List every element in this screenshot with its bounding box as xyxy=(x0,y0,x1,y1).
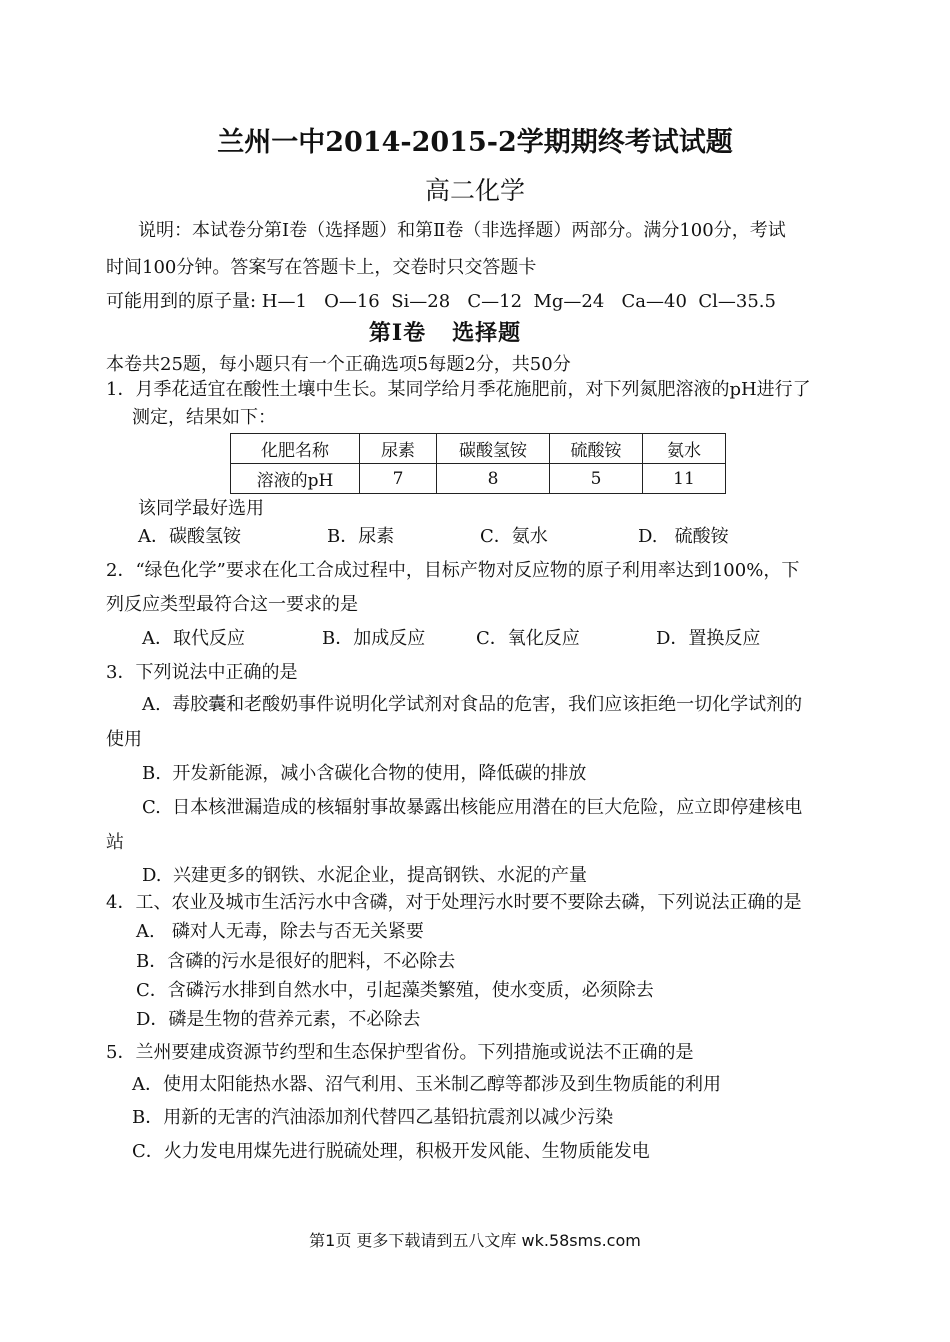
q1-option-a: A．碳酸氢铵 xyxy=(138,526,241,547)
q3-stem: 3．下列说法中正确的是 xyxy=(106,662,298,683)
section-instructions: 本卷共25题，每小题只有一个正确选项5每题2分，共50分 xyxy=(106,354,571,375)
q3-option-c-line-2: 站 xyxy=(106,832,124,853)
q4-option-d: D．磷是生物的营养元素，不必除去 xyxy=(136,1009,421,1030)
q3-option-d: D. 兴建更多的钢铁、水泥企业，提高钢铁、水泥的产量 xyxy=(142,865,587,886)
q2-stem-line-1: 2．“绿色化学”要求在化工合成过程中，目标产物对反应物的原子利用率达到100%，下 xyxy=(106,560,800,581)
q5-option-b: B．用新的无害的汽油添加剂代替四乙基铅抗震剂以减少污染 xyxy=(132,1107,614,1128)
table-cell: 尿素 xyxy=(360,434,437,464)
table-cell: 氨水 xyxy=(643,434,726,464)
q1-stem-line-2: 测定，结果如下： xyxy=(132,407,276,428)
q4-stem: 4．工、农业及城市生活污水中含磷，对于处理污水时要不要除去磷，下列说法正确的是 xyxy=(106,892,802,913)
table-cell: 溶液的pH xyxy=(231,464,360,494)
table-cell: 8 xyxy=(437,464,550,494)
q2-stem-line-2: 列反应类型最符合这一要求的是 xyxy=(106,594,358,615)
q5-option-a: A．使用太阳能热水器、沼气利用、玉米制乙醇等都涉及到生物质能的利用 xyxy=(132,1074,721,1095)
intro-line-2: 时间100分钟。答案写在答题卡上，交卷时只交答题卡 xyxy=(106,257,537,278)
q1-option-b: B．尿素 xyxy=(327,526,395,547)
page-footer: 第1页 更多下载请到五八文库 wk.58sms.com xyxy=(309,1231,641,1250)
table-cell: 化肥名称 xyxy=(231,434,360,464)
section-heading: 第Ⅰ卷 选择题 xyxy=(368,320,522,346)
table-row xyxy=(231,434,726,464)
exam-subtitle: 高二化学 xyxy=(424,176,525,205)
q3-option-c-line-1: C. 日本核泄漏造成的核辐射事故暴露出核能应用潜在的巨大危险，应立即停建核电 xyxy=(142,797,803,818)
q4-option-c: C．含磷污水排到自然水中，引起藻类繁殖，使水变质，必须除去 xyxy=(136,980,654,1001)
table-cell: 5 xyxy=(550,464,643,494)
q4-option-b: B．含磷的污水是很好的肥料，不必除去 xyxy=(136,951,456,972)
q5-option-c: C．火力发电用煤先进行脱硫处理，积极开发风能、生物质能发电 xyxy=(132,1141,650,1162)
q1-followup: 该同学最好选用 xyxy=(138,498,264,519)
q3-option-a-line-2: 使用 xyxy=(106,729,142,750)
q3-option-b: B. 开发新能源，减小含碳化合物的使用，降低碳的排放 xyxy=(142,763,587,784)
atomic-masses: 可能用到的原子量: H—1 O—16 Si—28 C—12 Mg—24 Ca—40 Cl—35.5 xyxy=(106,291,776,312)
table-cell: 11 xyxy=(643,464,726,494)
table-cell: 7 xyxy=(360,464,437,494)
table-cell: 硫酸铵 xyxy=(550,434,643,464)
exam-title: 兰州一中2014-2015-2学期期终考试试题 xyxy=(217,127,733,158)
q5-stem: 5．兰州要建成资源节约型和生态保护型省份。下列措施或说法不正确的是 xyxy=(106,1042,694,1063)
q2-option-a: A．取代反应 xyxy=(142,628,245,649)
q4-option-a: A. 磷对人无毒，除去与否无关紧要 xyxy=(136,921,424,942)
q3-option-a-line-1: A. 毒胶囊和老酸奶事件说明化学试剂对食品的危害，我们应该拒绝一切化学试剂的 xyxy=(142,694,803,715)
table-row xyxy=(231,464,726,494)
q2-option-b: B．加成反应 xyxy=(322,628,426,649)
q1-option-c: C．氨水 xyxy=(480,526,548,547)
q2-option-c: C．氧化反应 xyxy=(476,628,580,649)
table-cell: 碳酸氢铵 xyxy=(437,434,550,464)
q2-option-d: D．置换反应 xyxy=(656,628,761,649)
intro-line-1: 说明：本试卷分第Ⅰ卷（选择题）和第Ⅱ卷（非选择题）两部分。满分100分，考试 xyxy=(138,220,786,241)
q1-option-d: D. 硫酸铵 xyxy=(638,526,729,547)
ph-table xyxy=(230,433,726,494)
q1-stem-line-1: 1．月季花适宜在酸性土壤中生长。某同学给月季花施肥前，对下列氮肥溶液的pH进行了 xyxy=(106,379,811,400)
